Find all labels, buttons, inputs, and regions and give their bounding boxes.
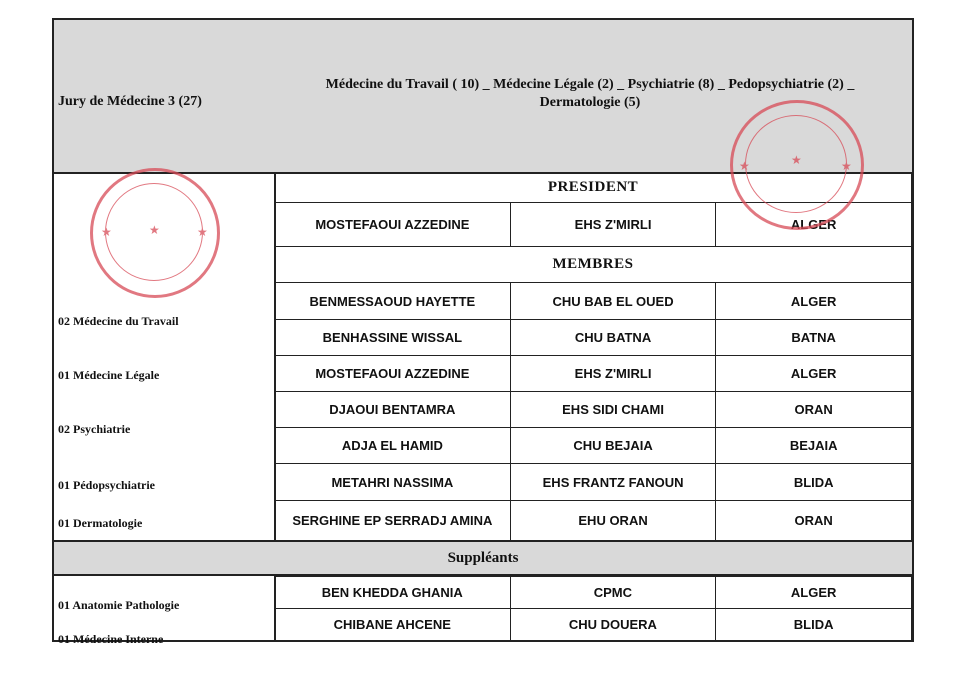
member-name: SERGHINE EP SERRADJ AMINA bbox=[275, 501, 511, 541]
left-specialty: 01 Pédopsychiatrie bbox=[58, 478, 155, 492]
member-city: ORAN bbox=[716, 392, 912, 428]
left-specialty: 02 Psychiatrie bbox=[58, 422, 131, 436]
member-hospital: EHU ORAN bbox=[510, 501, 716, 541]
president-hospital: EHS Z'MIRLI bbox=[510, 203, 716, 247]
star-icon: ★ bbox=[149, 223, 160, 237]
president-name: MOSTEFAOUI AZZEDINE bbox=[275, 203, 511, 247]
star-icon: ★ bbox=[101, 225, 112, 239]
member-city: BEJAIA bbox=[716, 428, 912, 464]
members-label: MEMBRES bbox=[275, 247, 912, 283]
member-name: METAHRI NASSIMA bbox=[275, 464, 511, 501]
specialties-line-1: Médecine du Travail ( 10) _ Médecine Légale (2) _ Psychiatrie (8) _ Pedopsychiatrie (2) _ bbox=[325, 77, 855, 92]
suppleant-hospital: CPMC bbox=[510, 577, 716, 609]
member-city: BLIDA bbox=[716, 464, 912, 501]
president-label: PRESIDENT bbox=[275, 173, 912, 203]
star-icon: ★ bbox=[841, 159, 852, 173]
member-hospital: CHU BATNA bbox=[510, 320, 716, 356]
star-icon: ★ bbox=[197, 225, 208, 239]
suppleant-specialty: 01 Anatomie Pathologie bbox=[58, 598, 180, 612]
official-stamp-right bbox=[730, 100, 864, 230]
suppleants-label: Suppléants bbox=[54, 540, 912, 576]
member-hospital: EHS FRANTZ FANOUN bbox=[510, 464, 716, 501]
member-city: BATNA bbox=[716, 320, 912, 356]
table-row bbox=[275, 609, 912, 641]
president-city: ALGER bbox=[716, 203, 912, 247]
table-row bbox=[275, 501, 912, 541]
jury-table bbox=[274, 172, 912, 541]
official-stamp-left bbox=[90, 168, 220, 298]
table-row bbox=[275, 356, 912, 392]
suppleants-table bbox=[274, 576, 912, 641]
suppleant-hospital: CHU DOUERA bbox=[510, 609, 716, 641]
table-row bbox=[275, 320, 912, 356]
member-name: MOSTEFAOUI AZZEDINE bbox=[275, 356, 511, 392]
left-specialty: 01 Dermatologie bbox=[58, 516, 143, 530]
suppleant-city: BLIDA bbox=[716, 609, 912, 641]
left-specialty: 02 Médecine du Travail bbox=[58, 314, 179, 328]
jury-title: Jury de Médecine 3 (27) bbox=[58, 94, 202, 109]
suppleant-specialty: 01 Médecine Interne bbox=[58, 632, 164, 646]
member-hospital: EHS Z'MIRLI bbox=[510, 356, 716, 392]
table-row bbox=[275, 428, 912, 464]
member-name: ADJA EL HAMID bbox=[275, 428, 511, 464]
member-city: ALGER bbox=[716, 283, 912, 320]
suppleant-name: BEN KHEDDA GHANIA bbox=[275, 577, 511, 609]
specialties-line-2: Dermatologie (5) bbox=[539, 95, 641, 110]
member-hospital: CHU BAB EL OUED bbox=[510, 283, 716, 320]
member-city: ORAN bbox=[716, 501, 912, 541]
member-hospital: EHS SIDI CHAMI bbox=[510, 392, 716, 428]
member-name: BENMESSAOUD HAYETTE bbox=[275, 283, 511, 320]
table-row bbox=[275, 577, 912, 609]
member-name: DJAOUI BENTAMRA bbox=[275, 392, 511, 428]
member-name: BENHASSINE WISSAL bbox=[275, 320, 511, 356]
suppleants-left-column bbox=[54, 576, 276, 646]
table-row bbox=[275, 464, 912, 501]
star-icon: ★ bbox=[739, 159, 750, 173]
member-hospital: CHU BEJAIA bbox=[510, 428, 716, 464]
suppleant-city: ALGER bbox=[716, 577, 912, 609]
member-city: ALGER bbox=[716, 356, 912, 392]
table-row bbox=[275, 283, 912, 320]
members-header-row bbox=[275, 247, 912, 283]
table-row bbox=[275, 392, 912, 428]
left-specialty: 01 Médecine Légale bbox=[58, 368, 160, 382]
star-icon: ★ bbox=[791, 153, 802, 167]
suppleant-name: CHIBANE AHCENE bbox=[275, 609, 511, 641]
